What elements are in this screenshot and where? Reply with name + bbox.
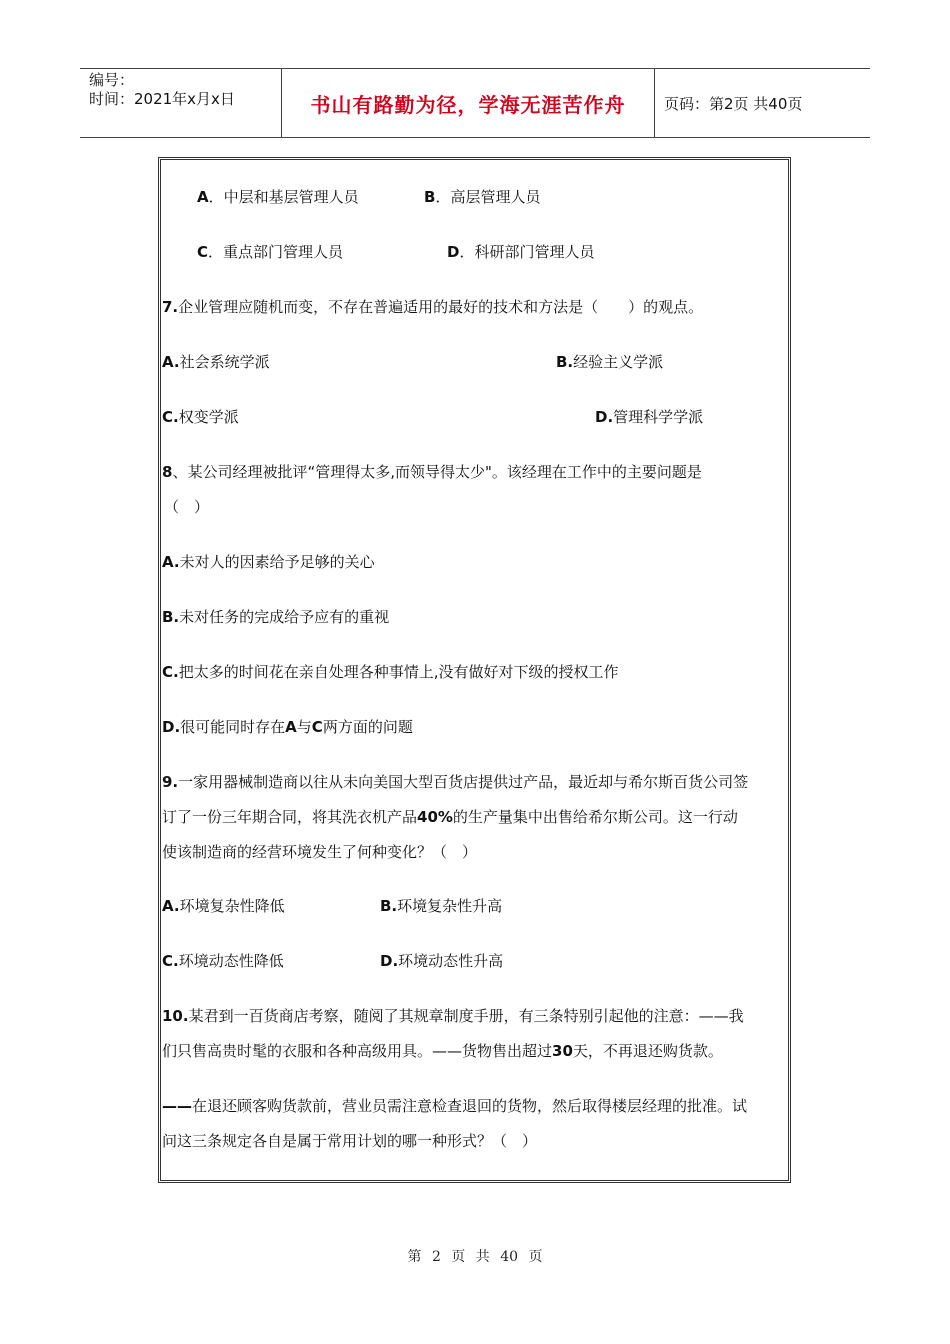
question-text: 们只售高贵时髦的衣服和各种高级用具。——货物售出超过 xyxy=(162,1042,553,1060)
option-letter: B xyxy=(424,188,436,206)
header-meta xyxy=(80,69,282,137)
q7-option-c xyxy=(162,406,239,427)
q9-option-c xyxy=(162,950,284,971)
day-count: 30 xyxy=(552,1042,573,1060)
option-text: 未对任务的完成给予应有的重视 xyxy=(179,608,390,626)
q8-option-b xyxy=(162,606,389,627)
option-letter: D. xyxy=(595,408,614,426)
q9-stem-line3: 使该制造商的经营环境发生了何种变化？（ ） xyxy=(162,843,478,861)
q10-stem-line3 xyxy=(162,1095,747,1116)
q6-option-a xyxy=(197,186,359,207)
q9-option-b xyxy=(380,895,502,916)
option-text: 经验主义学派 xyxy=(573,353,664,371)
option-text: 环境复杂性降低 xyxy=(179,897,285,915)
dash: —— xyxy=(162,1097,192,1115)
option-text: 很可能同时存在 xyxy=(180,718,286,736)
q8-option-a xyxy=(162,551,375,572)
q7-stem xyxy=(162,296,703,317)
q8-stem-line2: （ ） xyxy=(164,498,210,516)
page-header xyxy=(80,68,870,138)
option-letter: C. xyxy=(162,408,179,426)
option-letter: D xyxy=(447,243,460,261)
document-date: 时间：2021年x月x日 xyxy=(89,90,235,108)
q8-stem-line1 xyxy=(162,461,702,482)
option-text: 环境动态性升高 xyxy=(398,952,504,970)
option-letter: B. xyxy=(162,608,180,626)
question-number: 7. xyxy=(162,298,179,316)
q9-stem-line2 xyxy=(162,806,738,827)
question-text: 在退还顾客购货款前，营业员需注意检查退回的货物，然后取得楼层经理的批准。试 xyxy=(192,1097,748,1115)
question-text: 天，不再退还购货款。 xyxy=(572,1042,723,1060)
option-text: ．中层和基层管理人员 xyxy=(208,188,359,206)
document-number-label: 编号： xyxy=(89,71,135,89)
question-text: 某君到一百货商店考察，随阅了其规章制度手册，有三条特别引起他的注意：——我 xyxy=(188,1007,744,1025)
option-letter: D. xyxy=(162,718,181,736)
q10-stem-line4: 问这三条规定各自是属于常用计划的哪一种形式？（ ） xyxy=(162,1132,538,1150)
q10-stem-line2 xyxy=(162,1040,723,1061)
option-letter: D. xyxy=(380,952,399,970)
q8-option-c xyxy=(162,661,619,682)
page-footer: 第 2 页 共 40 页 xyxy=(407,1249,543,1265)
option-letter: A. xyxy=(162,353,180,371)
question-number: 10. xyxy=(162,1007,189,1025)
option-text: ．高层管理人员 xyxy=(435,188,541,206)
option-text: 社会系统学派 xyxy=(179,353,270,371)
q7-option-b xyxy=(556,351,663,372)
question-text: 、某公司经理被批评“管理得太多,而领导得太少"。该经理在工作中的主要问题是 xyxy=(172,463,702,481)
option-ref-a: A xyxy=(285,718,297,736)
header-page-info: 页码：第2页 共40页 xyxy=(664,94,803,113)
option-text: 未对人的因素给予足够的关心 xyxy=(179,553,375,571)
question-text: 订了一份三年期合同，将其洗衣机产品 xyxy=(162,808,418,826)
option-letter: C. xyxy=(162,952,179,970)
option-ref-c: C xyxy=(311,718,323,736)
option-text: 管理科学学派 xyxy=(613,408,704,426)
option-text: 与 xyxy=(296,718,312,736)
option-text: ．科研部门管理人员 xyxy=(459,243,595,261)
q9-stem-line1 xyxy=(162,771,748,792)
option-text: 两方面的问题 xyxy=(322,718,413,736)
option-text: 环境复杂性升高 xyxy=(397,897,503,915)
percentage: 40% xyxy=(417,808,453,826)
option-text: 把太多的时间花在亲自处理各种事情上,没有做好对下级的授权工作 xyxy=(178,663,619,681)
question-number: 8 xyxy=(162,463,173,481)
q10-stem-line1 xyxy=(162,1005,744,1026)
option-letter: A. xyxy=(162,553,180,571)
q6-option-b xyxy=(424,186,540,207)
option-text: 环境动态性降低 xyxy=(178,952,284,970)
option-letter: C. xyxy=(162,663,179,681)
q9-option-d xyxy=(380,950,503,971)
question-text: 企业管理应随机而变，不存在普遍适用的最好的技术和方法是（ ）的观点。 xyxy=(178,298,704,316)
option-letter: B. xyxy=(380,897,398,915)
q6-option-d xyxy=(447,241,594,262)
option-letter: B. xyxy=(556,353,574,371)
option-letter: C xyxy=(197,243,209,261)
q8-option-d xyxy=(162,716,413,737)
option-text: 权变学派 xyxy=(178,408,239,426)
q6-option-c xyxy=(197,241,343,262)
q7-option-d xyxy=(595,406,703,427)
option-letter: A. xyxy=(162,897,180,915)
q9-option-a xyxy=(162,895,285,916)
header-motto: 书山有路勤为径，学海无涯苦作舟 xyxy=(282,69,655,137)
q7-option-a xyxy=(162,351,270,372)
question-number: 9. xyxy=(162,773,179,791)
option-text: ．重点部门管理人员 xyxy=(208,243,344,261)
option-letter: A xyxy=(197,188,209,206)
question-text: 的生产量集中出售给希尔斯公司。这一行动 xyxy=(452,808,738,826)
question-text: 一家用器械制造商以往从未向美国大型百货店提供过产品，最近却与希尔斯百货公司签 xyxy=(178,773,749,791)
